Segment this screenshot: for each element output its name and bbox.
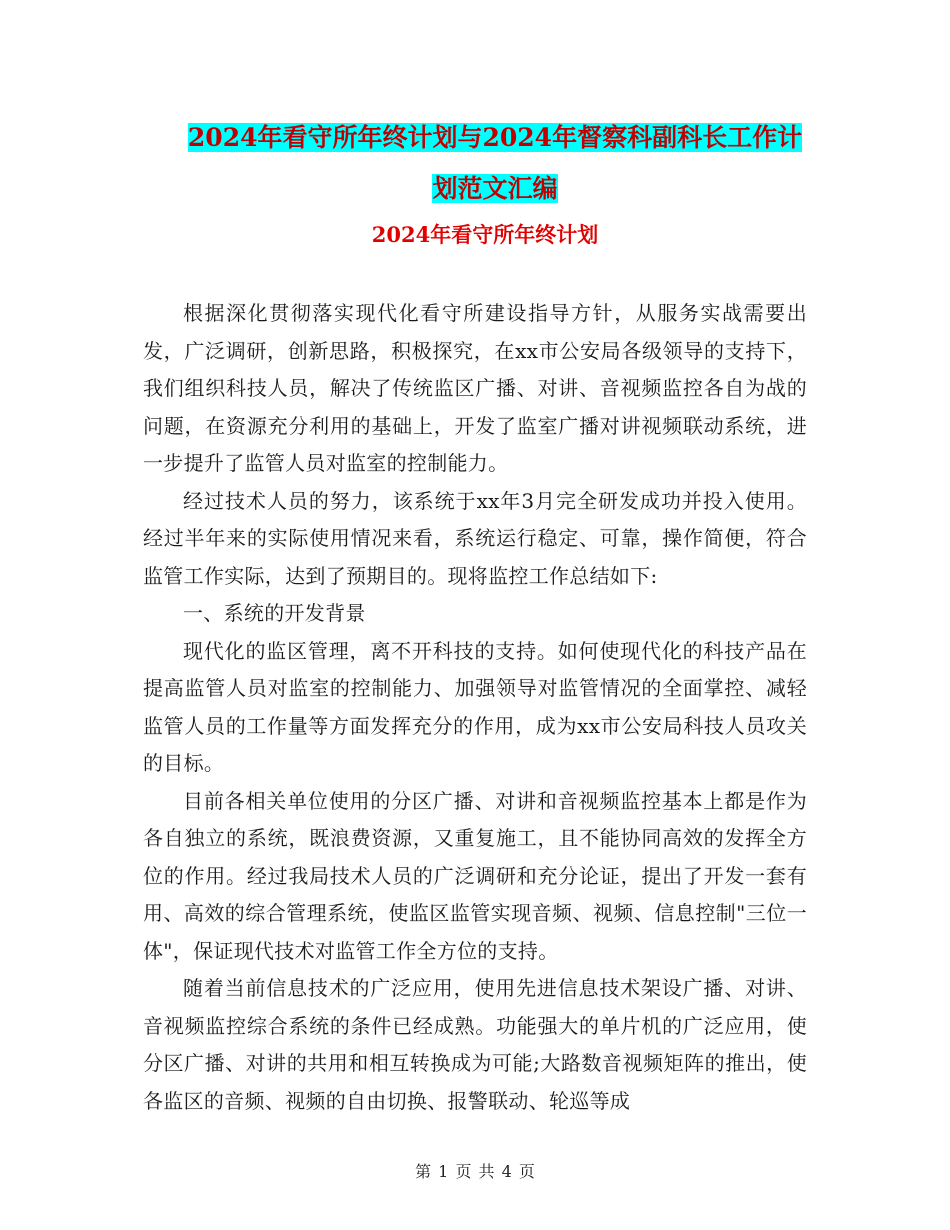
page-footer: 第 1 页 共 4 页: [415, 1162, 535, 1181]
section-heading: 一、系统的开发背景: [183, 601, 366, 625]
paragraph: 经过技术人员的努力，该系统于xx年3月完全研发成功并投入使用。经过半年来的实际使用情况来看，系统运行稳定、可靠，操作简便，符合监管工作实际，达到了预期目的。现将监控工作总结如下:: [143, 488, 807, 588]
section-title: 2024年看守所年终计划: [371, 222, 599, 247]
body-text: [143, 295, 807, 1120]
document-title-line-1: 2024年看守所年终计划与2024年督察科副科长工作计: [187, 123, 803, 152]
paragraph: 根据深化贯彻落实现代化看守所建设指导方针，从服务实战需要出发，广泛调研，创新思路，积极探究，在xx市公安局各级领导的支持下，我们组织科技人员，解决了传统监区广播、对讲、音视频监控各自为战的问题，在资源充分利用的基础上，开发了监室广播对讲视频联动系统，进一步提升了监管人员对监室的控制能力。: [143, 301, 807, 475]
paragraph: 随着当前信息技术的广泛应用，使用先进信息技术架设广播、对讲、音视频监控综合系统的条件已经成熟。功能强大的单片机的广泛应用，使分区广播、对讲的共用和相互转换成为可能;大路数音视频矩阵的推出，使各监区的音频、视频的自由切换、报警联动、轮巡等成: [143, 976, 807, 1113]
paragraph: 现代化的监区管理，离不开科技的支持。如何使现代化的科技产品在提高监管人员对监室的控制能力、加强领导对监管情况的全面掌控、减轻监管人员的工作量等方面发挥充分的作用，成为xx市公安局科技人员攻关的目标。: [143, 638, 807, 775]
document-title: [150, 112, 840, 214]
document-title-line-2: 划范文汇编: [432, 174, 558, 203]
paragraph: 目前各相关单位使用的分区广播、对讲和音视频监控基本上都是作为各自独立的系统，既浪费资源，又重复施工，且不能协同高效的发挥全方位的作用。经过我局技术人员的广泛调研和充分论证，提出了开发一套有用、高效的综合管理系统，使监区监管实现音频、视频、信息控制"三位一体"，保证现代技术对监管工作全方位的支持。: [143, 788, 807, 963]
